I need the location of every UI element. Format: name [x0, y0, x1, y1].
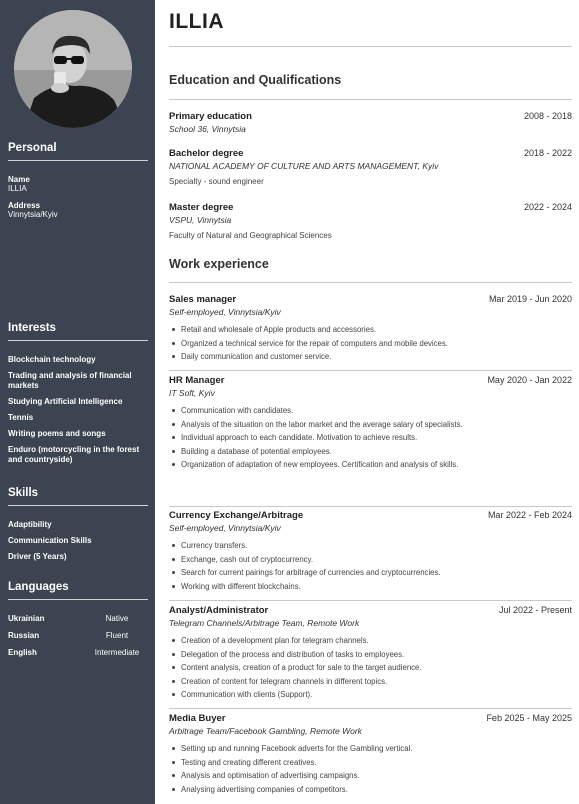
language-row: [8, 648, 148, 657]
entry-title: Primary education: [169, 111, 252, 122]
entry-org: Telegram Channels/Arbitrage Team, Remote Work: [169, 618, 360, 628]
language-level: Native: [105, 614, 129, 623]
education-entry: [169, 148, 572, 186]
work-entry: [169, 510, 572, 593]
bullet-item: Delegation of the process and distribution of tasks to employees.: [169, 648, 572, 662]
bullet-item: Creation of content for telegram channels in different topics.: [169, 675, 572, 689]
entry-title: HR Manager: [169, 375, 225, 386]
bullet-item: Retail and wholesale of Apple products and accessories.: [169, 323, 572, 337]
bullet-item: Currency transfers.: [169, 539, 572, 553]
entry-title: Currency Exchange/Arbitrage: [169, 510, 304, 521]
interests-heading: Interests: [8, 322, 148, 341]
work-entry: [169, 375, 572, 472]
entry-date: 2022 - 2024: [523, 202, 572, 212]
bullet-item: Analysis and optimisation of advertising campaigns.: [169, 769, 572, 783]
entry-title: Sales manager: [169, 294, 237, 305]
divider: [169, 708, 572, 709]
bullet-list: [169, 742, 572, 796]
bullet-item: Building a database of potential employees.: [169, 445, 572, 459]
entry-title: Master degree: [169, 202, 234, 213]
entry-description: Specialty - sound engineer: [169, 177, 264, 186]
entry-org: School 36, Vinnytsia: [169, 124, 246, 134]
divider: [169, 370, 572, 371]
divider: [169, 600, 572, 601]
skill-item: Communication Skills: [8, 536, 92, 545]
entry-org: Arbitrage Team/Facebook Gambling, Remote Work: [169, 726, 362, 736]
candidate-name: ILLIA: [169, 10, 224, 33]
divider: [169, 282, 572, 283]
bullet-item: Content analysis, creation of a product for sale to the target audience.: [169, 661, 572, 675]
education-entry: [169, 111, 572, 134]
interest-item: Studying Artificial Intelligence: [8, 397, 123, 406]
interest-item: Trading and analysis of financial markets: [8, 371, 132, 390]
entry-title: Bachelor degree: [169, 148, 244, 159]
language-name: English: [8, 648, 37, 657]
languages-section: [8, 581, 148, 665]
divider: [169, 46, 572, 47]
profile-photo: [14, 10, 132, 128]
bullet-item: Setting up and running Facebook adverts for the Gambling vertical.: [169, 742, 572, 756]
entry-org: IT Soft, Kyiv: [169, 388, 215, 398]
bullet-item: Individual approach to each candidate. Motivation to achieve results.: [169, 431, 572, 445]
languages-heading: Languages: [8, 581, 148, 600]
bullet-item: Analysing advertising companies of competitors.: [169, 783, 572, 797]
language-row: [8, 614, 148, 623]
personal-section: [8, 142, 148, 219]
entry-org: VSPU, Vinnytsia: [169, 215, 232, 225]
entry-title: Analyst/Administrator: [169, 605, 269, 616]
bullet-list: [169, 539, 572, 593]
bullet-item: Creation of a development plan for telegram channels.: [169, 634, 572, 648]
entry-title: Media Buyer: [169, 713, 226, 724]
interest-item: Enduro (motorcycling in the forest and countryside): [8, 445, 140, 464]
interest-item: Tennis: [8, 413, 34, 422]
entry-date: 2008 - 2018: [523, 111, 572, 121]
skills-heading: Skills: [8, 487, 148, 506]
bullet-list: [169, 323, 572, 364]
entry-date: 2018 - 2022: [523, 148, 572, 158]
address-value: Vinnytsia/Kyiv: [8, 210, 58, 219]
language-row: [8, 631, 148, 640]
bullet-item: Working with different blockchains.: [169, 580, 572, 594]
entry-date: Jul 2022 - Present: [498, 605, 572, 615]
bullet-item: Exchange, cash out of cryptocurrency.: [169, 553, 572, 567]
interests-section: [8, 322, 148, 471]
entry-description: Faculty of Natural and Geographical Sciences: [169, 231, 332, 240]
bullet-item: Organized a technical service for the repair of computers and mobile devices.: [169, 337, 572, 351]
education-entry: [169, 202, 572, 240]
name-value: ILLIA: [8, 184, 27, 193]
bullet-list: [169, 404, 572, 472]
bullet-item: Communication with candidates.: [169, 404, 572, 418]
interest-item: Writing poems and songs: [8, 429, 106, 438]
name-label: Name: [8, 175, 30, 184]
work-heading: Work experience: [169, 257, 269, 271]
language-level: Intermediate: [94, 648, 140, 657]
entry-date: Feb 2025 - May 2025: [486, 713, 572, 723]
entry-date: Mar 2019 - Jun 2020: [488, 294, 572, 304]
language-name: Russian: [8, 631, 40, 640]
work-entry: [169, 294, 572, 364]
bullet-item: Organization of adaptation of new employees. Certification and analysis of skills.: [169, 458, 572, 472]
personal-heading: Personal: [8, 142, 148, 161]
bullet-item: Testing and creating different creatives.: [169, 756, 572, 770]
divider: [169, 506, 572, 507]
work-entry: [169, 713, 572, 796]
language-name: Ukrainian: [8, 614, 45, 623]
bullet-list: [169, 634, 572, 702]
education-heading: Education and Qualifications: [169, 73, 342, 87]
sidebar: [0, 0, 155, 804]
skill-item: Driver (5 Years): [8, 552, 67, 561]
divider: [169, 99, 572, 100]
bullet-item: Analysis of the situation on the labor market and the average salary of specialists.: [169, 418, 572, 432]
entry-org: Self-employed, Vinnytsia/Kyiv: [169, 307, 281, 317]
entry-org: Self-employed, Vinnytsia/Kyiv: [169, 523, 281, 533]
address-label: Address: [8, 201, 41, 210]
bullet-item: Communication with clients (Support).: [169, 688, 572, 702]
skills-section: [8, 487, 148, 568]
bullet-item: Search for current pairings for arbitrage of currencies and cryptocurrencies.: [169, 566, 572, 580]
work-entry: [169, 605, 572, 702]
entry-org: NATIONAL ACADEMY OF CULTURE AND ARTS MANAGEMENT, Kyiv: [169, 161, 439, 171]
entry-date: Mar 2022 - Feb 2024: [487, 510, 572, 520]
interest-item: Blockchain technology: [8, 355, 96, 364]
bullet-item: Daily communication and customer service.: [169, 350, 572, 364]
language-level: Fluent: [105, 631, 129, 640]
skill-item: Adaptibility: [8, 520, 52, 529]
entry-date: May 2020 - Jan 2022: [487, 375, 572, 385]
